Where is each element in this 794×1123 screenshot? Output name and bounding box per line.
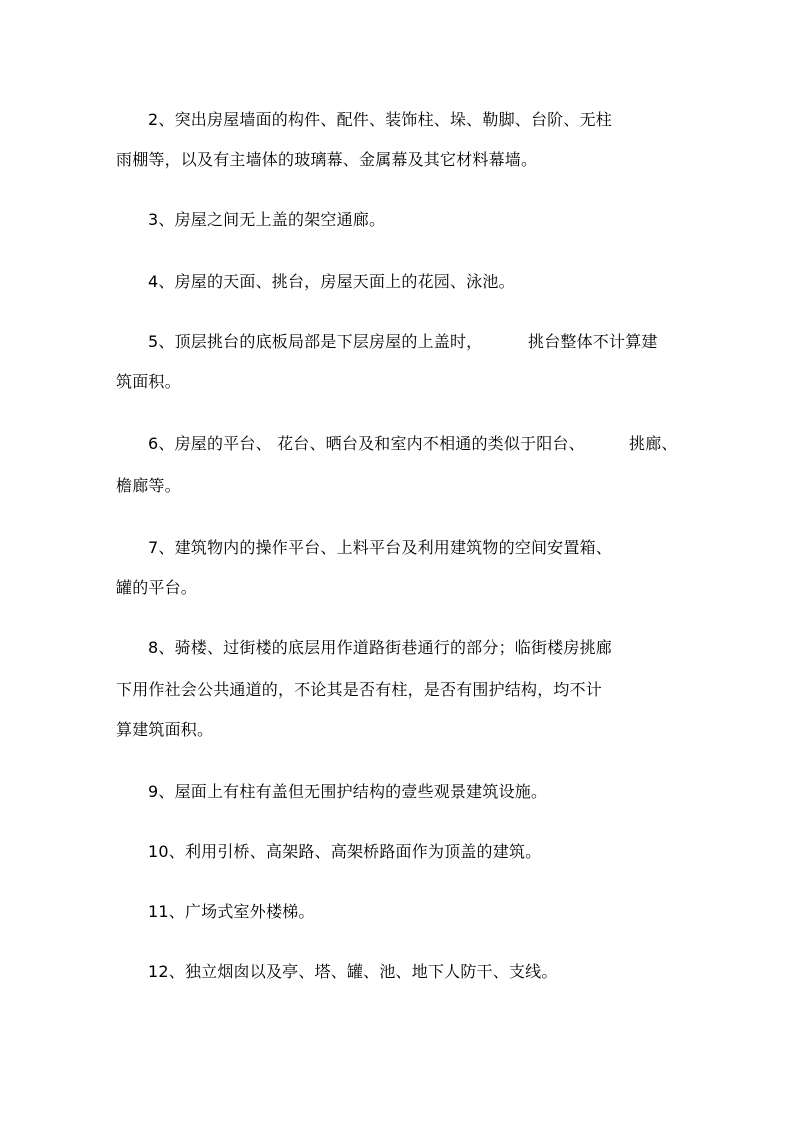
item-6-line-2: 檐廊等。: [116, 476, 181, 495]
item-2-line-2: 雨棚等，以及有主墙体的玻璃幕、金属幕及其它材料幕墙。: [116, 150, 538, 169]
item-11-line-1: 11、广场式室外楼梯。: [148, 902, 315, 921]
item-3-line-1: 3、房屋之间无上盖的架空通廊。: [148, 210, 386, 229]
item-6-line-1-tail: 挑廊、: [629, 434, 678, 453]
item-5-line-2: 筑面积。: [116, 372, 181, 391]
item-10-line-1: 10、利用引桥、高架路、高架桥路面作为顶盖的建筑。: [148, 842, 542, 861]
item-4-line-1: 4、房屋的天面、挑台，房屋天面上的花园、泳池。: [148, 272, 515, 291]
item-2-line-1: 2、突出房屋墙面的构件、配件、装饰柱、垛、勒脚、台阶、无柱: [148, 110, 612, 129]
item-7-line-2: 罐的平台。: [116, 578, 198, 597]
item-9-line-1: 9、屋面上有柱有盖但无围护结构的壹些观景建筑设施。: [148, 782, 548, 801]
item-8-line-3: 算建筑面积。: [116, 720, 214, 739]
item-5-line-1: 5、顶层挑台的底板局部是下层房屋的上盖时，: [148, 332, 483, 351]
item-6-line-1: 6、房屋的平台、 花台、晒台及和室内不相通的类似于阳台、: [148, 434, 585, 453]
item-8-line-1: 8、骑楼、过街楼的底层用作道路街巷通行的部分；临街楼房挑廊: [148, 638, 612, 657]
item-12-line-1: 12、独立烟囱以及亭、塔、罐、池、地下人防干、支线。: [148, 962, 558, 981]
item-5-line-1-tail: 挑台整体不计算建: [528, 332, 658, 351]
item-8-line-2: 下用作社会公共通道的，不论其是否有柱，是否有围护结构，均不计: [116, 680, 603, 699]
item-7-line-1: 7、建筑物内的操作平台、上料平台及利用建筑物的空间安置箱、: [148, 538, 612, 557]
